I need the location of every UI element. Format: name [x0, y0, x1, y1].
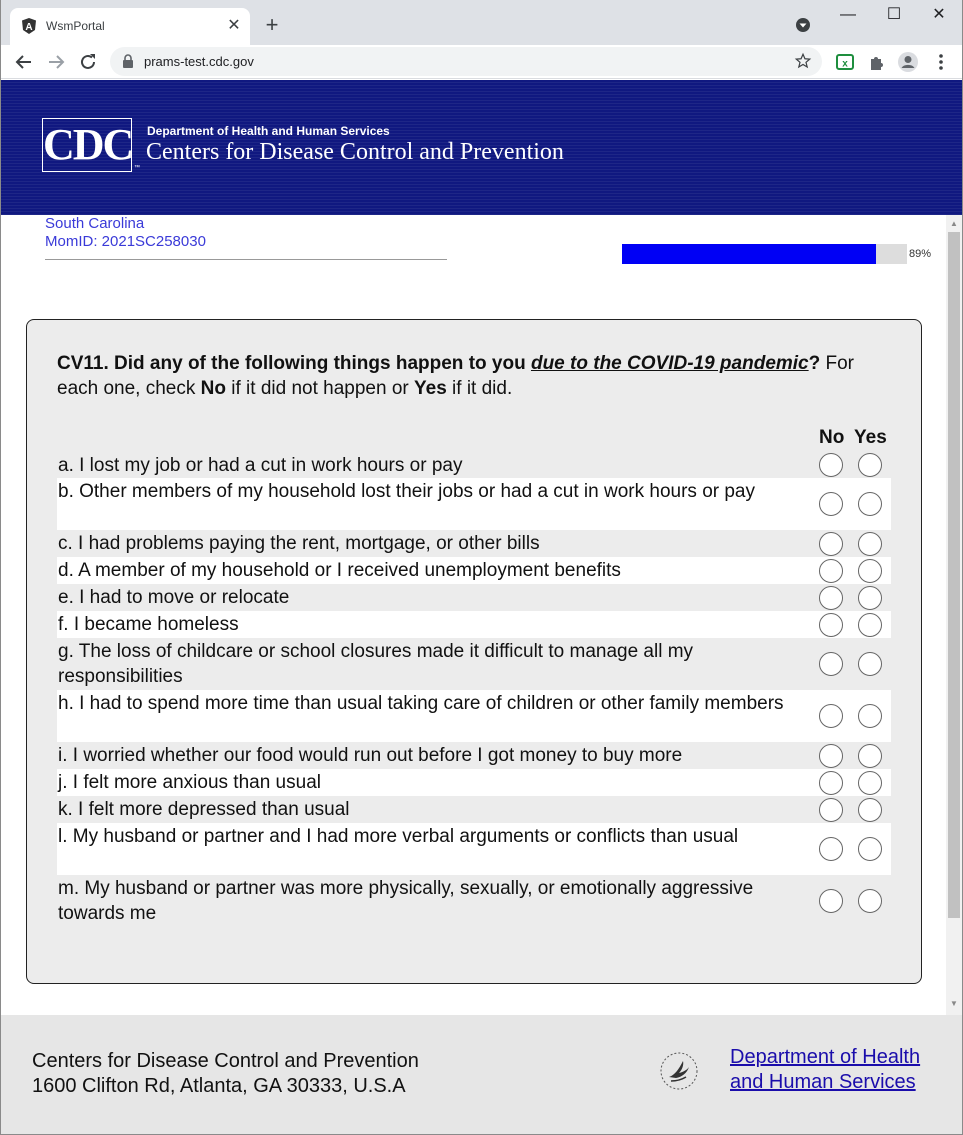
back-icon[interactable]	[12, 50, 36, 74]
radio-no[interactable]	[819, 744, 843, 768]
radio-no[interactable]	[819, 559, 843, 583]
svg-text:x: x	[842, 58, 848, 70]
respondent-mom-id: MomID: 2021SC258030	[45, 233, 206, 250]
tab-search-icon[interactable]	[795, 17, 811, 33]
radio-no[interactable]	[819, 704, 843, 728]
question-card	[26, 319, 922, 984]
radio-no[interactable]	[819, 586, 843, 610]
page-footer	[1, 1015, 962, 1135]
column-header-yes: Yes	[854, 427, 887, 448]
question-item-label: g. The loss of childcare or school closures made it difficult to manage all my responsibilities	[58, 641, 694, 687]
tab-wsmportal[interactable]	[10, 8, 250, 45]
browser-toolbar	[1, 45, 963, 79]
cdc-logo	[42, 118, 140, 172]
question-item-row	[57, 557, 891, 584]
scroll-up-arrow-icon[interactable]: ▲	[950, 219, 958, 228]
radio-yes[interactable]	[858, 453, 882, 477]
page-viewport	[1, 80, 962, 1135]
question-item-row	[57, 478, 891, 530]
question-item-label: l. My husband or partner and I had more verbal arguments or conflicts than usual	[58, 826, 739, 847]
radio-yes[interactable]	[858, 744, 882, 768]
radio-yes[interactable]	[858, 586, 882, 610]
instruction-part-1: For each one, check	[57, 353, 855, 399]
question-item-label: j. I felt more anxious than usual	[58, 772, 321, 793]
progress-bar	[622, 244, 907, 264]
angular-icon	[21, 18, 37, 34]
survey-content	[1, 215, 946, 1015]
instruction-part-2: if it did not happen or	[225, 378, 414, 399]
question-item-label: k. I felt more depressed than usual	[58, 799, 350, 820]
radio-no[interactable]	[819, 652, 843, 676]
agency-name: Centers for Disease Control and Prevention	[146, 139, 564, 165]
question-item-row	[57, 452, 891, 478]
department-name: Department of Health and Human Services	[147, 124, 390, 138]
question-item-label: f. I became homeless	[58, 614, 239, 635]
column-header-no: No	[819, 427, 845, 448]
radio-yes[interactable]	[858, 613, 882, 637]
question-id: CV11.	[57, 353, 109, 374]
reload-icon[interactable]	[76, 50, 100, 74]
radio-yes[interactable]	[858, 559, 882, 583]
scroll-down-arrow-icon[interactable]: ▼	[950, 999, 958, 1008]
question-item-row	[57, 690, 891, 742]
tab-strip	[1, 0, 963, 45]
tab-title: WsmPortal	[46, 19, 105, 33]
new-tab-button[interactable]: +	[265, 12, 279, 37]
radio-yes[interactable]	[858, 492, 882, 516]
radio-yes[interactable]	[858, 532, 882, 556]
question-item-row	[57, 611, 891, 638]
question-item-row	[57, 742, 891, 769]
bookmark-star-icon[interactable]	[794, 52, 812, 70]
profile-avatar-icon[interactable]	[897, 51, 919, 73]
question-item-row	[57, 823, 891, 875]
radio-yes[interactable]	[858, 704, 882, 728]
forward-icon[interactable]	[44, 50, 68, 74]
question-item-row	[57, 638, 891, 690]
progress-fill	[622, 244, 876, 264]
question-item-label: e. I had to move or relocate	[58, 587, 290, 608]
question-item-label: a. I lost my job or had a cut in work hours or pay	[58, 455, 463, 476]
question-lead: Did any of the following things happen to you	[108, 353, 531, 374]
radio-no[interactable]	[819, 453, 843, 477]
footer-org-name: Centers for Disease Control and Prevention	[32, 1050, 419, 1072]
instruction-no: No	[200, 378, 226, 399]
address-bar[interactable]	[110, 47, 822, 76]
divider	[45, 259, 447, 260]
hhs-eagle-logo-icon	[659, 1051, 699, 1091]
page-scrollbar[interactable]	[946, 215, 962, 1015]
svg-text:A: A	[25, 22, 33, 33]
close-window-icon[interactable]: ✕	[932, 6, 946, 23]
radio-no[interactable]	[819, 798, 843, 822]
radio-no[interactable]	[819, 532, 843, 556]
progress-label: 89%	[909, 248, 932, 260]
url-text: prams-test.cdc.gov	[144, 54, 254, 69]
cdc-banner	[1, 80, 962, 215]
extensions-puzzle-icon[interactable]	[866, 51, 888, 73]
maximize-icon[interactable]: ☐	[886, 6, 902, 23]
radio-yes[interactable]	[858, 889, 882, 913]
trademark-mark: ™	[134, 165, 140, 171]
hhs-link-line2[interactable]: and Human Services	[730, 1071, 916, 1093]
question-item-row	[57, 796, 891, 823]
question-item-row	[57, 584, 891, 611]
radio-yes[interactable]	[858, 652, 882, 676]
radio-yes[interactable]	[858, 798, 882, 822]
instruction-part-3: if it did.	[446, 378, 513, 399]
minimize-icon[interactable]: —	[840, 6, 856, 23]
question-text	[57, 351, 857, 401]
question-item-label: m. My husband or partner was more physically, sexually, or emotionally aggressive towards me	[58, 878, 754, 924]
close-tab-icon[interactable]: ✕	[227, 17, 241, 34]
question-item-label: i. I worried whether our food would run out before I got money to buy more	[58, 745, 683, 766]
radio-yes[interactable]	[858, 837, 882, 861]
question-item-row	[57, 875, 891, 927]
respondent-state: South Carolina	[45, 215, 145, 232]
radio-no[interactable]	[819, 613, 843, 637]
radio-no[interactable]	[819, 837, 843, 861]
hhs-link-line1[interactable]: Department of Health	[730, 1046, 921, 1068]
radio-no[interactable]	[819, 771, 843, 795]
question-item-row	[57, 530, 891, 557]
question-item-label: d. A member of my household or I received unemployment benefits	[58, 560, 621, 581]
cdc-logo-text: CDC	[43, 120, 133, 169]
question-item-label: h. I had to spend more time than usual taking care of children or other family members	[58, 693, 784, 714]
radio-yes[interactable]	[858, 771, 882, 795]
menu-kebab-icon[interactable]	[930, 51, 952, 73]
question-item-row	[57, 769, 891, 796]
radio-no[interactable]	[819, 889, 843, 913]
scrollbar-thumb[interactable]	[948, 232, 960, 918]
question-item-label: b. Other members of my household lost their jobs or had a cut in work hours or pay	[58, 481, 755, 502]
question-item-label: c. I had problems paying the rent, mortgage, or other bills	[58, 533, 540, 554]
footer-address: 1600 Clifton Rd, Atlanta, GA 30333, U.S.A	[32, 1075, 406, 1097]
radio-no[interactable]	[819, 492, 843, 516]
question-emphasis: due to the COVID-19 pandemic	[530, 353, 809, 374]
extension-green-icon[interactable]	[834, 51, 856, 73]
lock-icon	[122, 54, 134, 68]
question-mark: ?	[808, 353, 821, 374]
instruction-yes: Yes	[414, 378, 447, 399]
